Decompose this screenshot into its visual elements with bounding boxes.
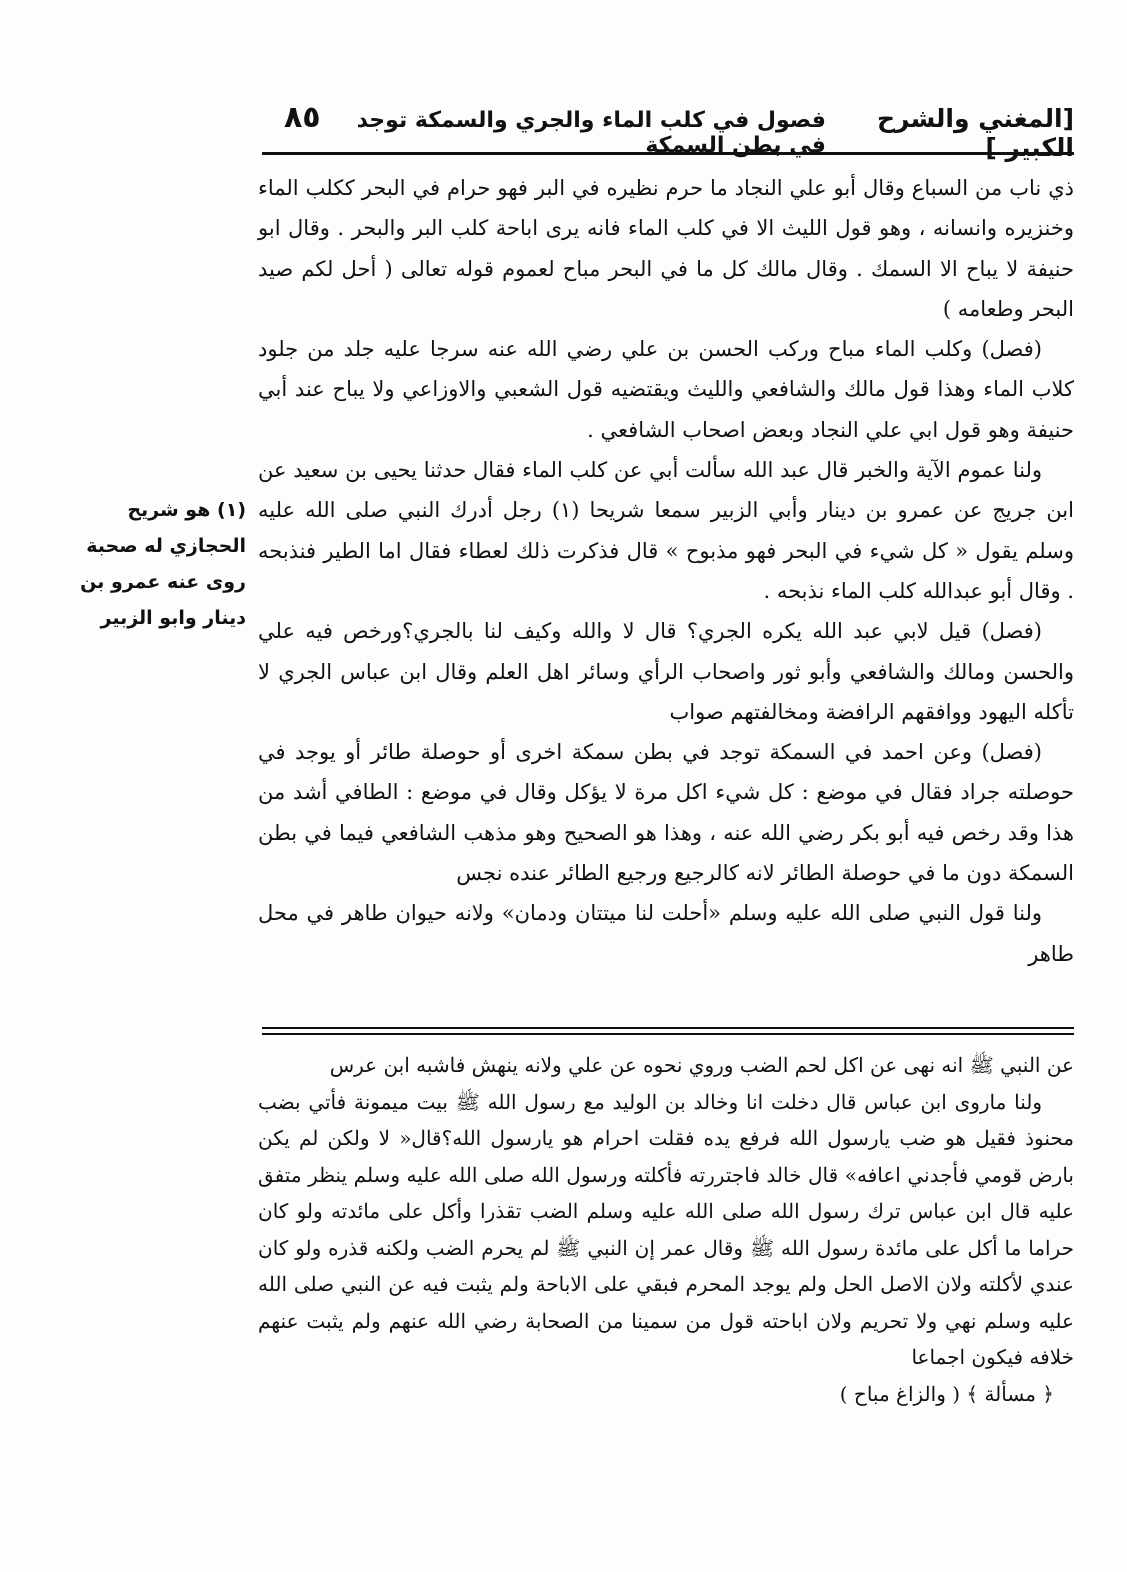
paragraph: ولنا ماروى ابن عباس قال دخلت انا وخالد بن الوليد مع رسول الله ﷺ بيت ميمونة فأتي بضب محنوذ فقيل هو ضب يارسول الله فرفع يده فقلت احرام هو يارسول الله؟قال« لا ولكن لم يكن بارض قومي فأجدني اعافه» قال خالد فاجتررته فأكلته ورسول الله صلى الله عليه وسلم ينظر متفق عليه قال ابن عباس ترك رسول الله صلى الله عليه وسلم الضب تقذرا وأكل على مائدته ولو كان حراما ما أكل على مائدة رسول الله ﷺ وقال عمر إن النبي ﷺ لم يحرم الضب ولكنه قذره ولو كان عندي لأكلته ولان الاصل الحل ولم يوجد المحرم فبقي على الاباحة ولم يثبت فيه عن النبي صلى الله عليه وسلم نهي ولا تحريم ولان اباحته قول من سمينا من الصحابة رضي الله عنهم ولم يثبت عنهم خلافه فيكون اجماعا <box>258 1089 1074 1369</box>
paragraph: ولنا قول النبي صلى الله عليه وسلم «أحلت لنا ميتتان ودمان» ولانه حيوان طاهر في محل طاهر <box>258 901 1074 966</box>
chapter-title: فصول في كلب الماء والجري والسمكة توجد في بطن السمكة <box>356 108 826 158</box>
section-divider <box>262 1033 1074 1035</box>
issue-heading: ﴿ مسألة ﴾ ( والزاغ مباح ) <box>839 1381 1054 1406</box>
header-rule <box>262 152 1074 155</box>
book-title: [المغني والشرح الكبير ] <box>877 104 1074 162</box>
commentary-text <box>258 1047 1074 1412</box>
paragraph: (فصل) قيل لابي عبد الله يكره الجري؟ قال لا والله وكيف لنا بالجري؟ورخص فيه علي والحسن ومالك والشافعي وأبو ثور واصحاب الرأي وسائر اهل العلم وقال ابن عباس الجري لا تأكله اليهود ووافقهم الرافضة ومخالفتهم صواب <box>258 619 1074 724</box>
paragraph: ذي ناب من السباع وقال أبو علي النجاد ما حرم نظيره في البر فهو حرام في البحر ككلب الماء وخنزيره وانسانه ، وهو قول الليث الا في كلب الماء فانه يرى اباحة كلب البر والبحر . وقال ابو حنيفة لا يباح الا السمك . وقال مالك كل ما في البحر مباح لعموم قوله تعالى ( أحل لكم صيد البحر وطعامه ) <box>258 176 1074 321</box>
paragraph: عن النبي ﷺ انه نهى عن اكل لحم الضب وروي نحوه عن علي ولانه ينهش فاشبه ابن عرس <box>329 1053 1074 1077</box>
main-text <box>258 168 1074 974</box>
paragraph: ولنا عموم الآية والخبر قال عبد الله سألت أبي عن كلب الماء فقال حدثنا يحيى بن سعيد عن ابن جريج عن عمرو بن دينار وأبي الزبير سمعا شريحا (١) رجل أدرك النبي صلى الله عليه وسلم يقول « كل شيء في البحر فهو مذبوح » قال فذكرت ذلك لعطاء فقال اما الطير فنذبحه . وقال أبو عبدالله كلب الماء نذبحه . <box>258 458 1074 603</box>
running-header <box>262 100 1074 162</box>
page-number: ٨٥ <box>284 100 321 135</box>
side-note: (١) هو شريح الحجازي له صحبة روى عنه عمرو بن دينار وابو الزبير <box>80 499 246 629</box>
paragraph: (فصل) وكلب الماء مباح وركب الحسن بن علي رضي الله عنه سرجا عليه جلد من جلود كلاب الماء وهذا قول مالك والشافعي والليث ويقتضيه قول الشعبي والاوزاعي ولا يباح عند أبي حنيفة وهو قول ابي علي النجاد وبعض اصحاب الشافعي . <box>258 337 1074 442</box>
section-divider <box>262 1027 1074 1029</box>
paragraph: (فصل) وعن احمد في السمكة توجد في بطن سمكة اخرى أو حوصلة طائر أو يوجد في حوصلته جراد فقال في موضع : كل شيء اكل مرة لا يؤكل وقال في موضع : الطافي أشد من هذا وقد رخص فيه أبو بكر رضي الله عنه ، وهذا هو الصحيح وهو مذهب الشافعي فيما في بطن السمكة دون ما في حوصلة الطائر لانه كالرجيع ورجيع الطائر عنده نجس <box>258 740 1074 886</box>
